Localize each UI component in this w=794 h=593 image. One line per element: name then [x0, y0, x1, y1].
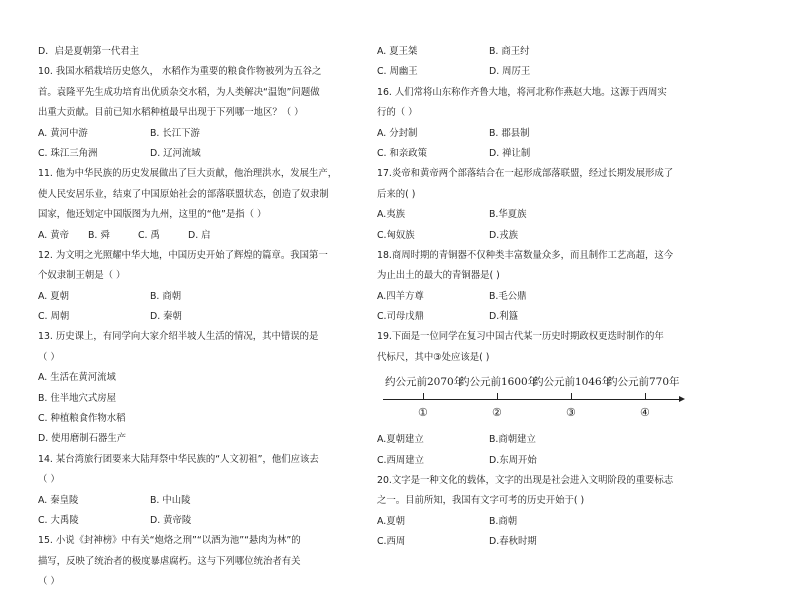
- option-row: [377, 307, 699, 327]
- timeline-date-label: 约公元前770年: [607, 376, 680, 389]
- text-line: C. 种植粮食作物水稻: [38, 413, 126, 425]
- answer-option: A. 黄河中游: [38, 127, 88, 139]
- option-row: [38, 287, 392, 307]
- answer-option: D.利簋: [489, 311, 518, 323]
- text-line: 11. 他为中华民族的历史发展做出了巨大贡献，他治理洪水，发展生产，: [38, 168, 338, 180]
- option-row: [377, 144, 699, 164]
- option-row: [377, 532, 699, 552]
- answer-option: A.四羊方尊: [377, 290, 424, 302]
- answer-option: C.司母戊鼎: [377, 311, 425, 323]
- answer-option: D. 秦朝: [150, 311, 182, 323]
- answer-option: A. 夏朝: [38, 290, 69, 302]
- option-row: [38, 491, 392, 511]
- answer-option: A.夏朝: [377, 515, 405, 527]
- option-row: [38, 226, 392, 246]
- answer-option: D. 黄帝陵: [150, 514, 192, 526]
- text-line: D．启是夏朝第一代君主: [38, 46, 139, 57]
- option-row: [377, 124, 699, 144]
- text-line: 代标尺，其中③处应该是( ): [377, 351, 490, 363]
- answer-option: C. 珠江三角洲: [38, 147, 98, 159]
- text-line: B. 住半地穴式房屋: [38, 392, 117, 404]
- text-line: 描写，反映了统治者的极度暴虐腐朽。这与下列哪位统治者有关: [38, 555, 301, 567]
- answer-option: B. 舜: [88, 229, 110, 241]
- timeline-marker-number: ③: [566, 406, 576, 420]
- answer-option: C. 周幽王: [377, 66, 418, 78]
- option-row: [38, 124, 392, 144]
- answer-option: B. 郡县制: [489, 127, 530, 139]
- text-line: 行的（ ）: [377, 107, 418, 119]
- answer-option: D.春秋时期: [489, 536, 537, 548]
- text-line: D. 使用磨制石器生产: [38, 433, 127, 445]
- text-line: （ ）: [38, 576, 60, 588]
- answer-option: D. 周厉王: [489, 66, 531, 78]
- option-row: [377, 287, 699, 307]
- text-line: 使人民安居乐业，结束了中国原始社会的部落联盟状态，创造了奴隶制: [38, 188, 329, 200]
- answer-option: B. 中山陵: [150, 494, 191, 506]
- answer-option: B.商朝建立: [489, 434, 536, 446]
- timeline-date-label: 约公元前1046年: [533, 376, 613, 389]
- text-line: 16. 人们常将山东称作齐鲁大地，将河北称作燕赵大地。这源于西周实: [377, 86, 667, 98]
- option-row: [377, 205, 699, 225]
- text-line: 18.商周时期的青铜器不仅种类丰富数量众多，而且制作工艺高超，这今: [377, 249, 674, 261]
- answer-option: B. 商朝: [150, 290, 182, 302]
- answer-option: D.东周开始: [489, 454, 537, 466]
- text-line: 后来的( ): [377, 188, 416, 200]
- text-line: 国家，他还划定中国版图为九州，这里的“他”是指（ ）: [38, 209, 267, 221]
- answer-option: A. 分封制: [377, 127, 418, 139]
- text-line: 13. 历史课上，有同学向大家介绍半坡人生活的情况，其中错误的是: [38, 331, 319, 343]
- text-line: 10. 我国水稻栽培历史悠久， 水稻作为重要的粮食作物被列为五谷之: [38, 66, 322, 78]
- answer-option: B.华夏族: [489, 209, 527, 221]
- text-line: 个奴隶制王朝是（ ）: [38, 270, 126, 282]
- answer-option: A. 黄帝: [38, 229, 69, 241]
- answer-option: D. 辽河流域: [150, 147, 201, 159]
- answer-option: B.毛公鼎: [489, 290, 527, 302]
- answer-option: A. 夏王桀: [377, 46, 418, 57]
- option-row: [38, 511, 392, 531]
- option-row: [38, 307, 392, 327]
- timeline-date-label: 约公元前1600年: [459, 376, 539, 389]
- answer-option: B.商朝: [489, 515, 518, 527]
- timeline-marker-number: ①: [418, 406, 428, 420]
- option-row: [38, 144, 392, 164]
- timeline-axis: [383, 399, 681, 400]
- text-line: 15. 小说《封神榜》中有关“炮烙之刑”“以酒为池”“悬肉为林”的: [38, 535, 301, 547]
- text-line: （ ）: [38, 351, 60, 363]
- text-line: 12. 为文明之光照耀中华大地，中国历史开始了辉煌的篇章。我国第一: [38, 249, 328, 261]
- text-line: 14. 某台湾旅行团要来大陆拜祭中华民族的“人文初祖”，他们应该去: [38, 453, 319, 465]
- answer-option: A.夏朝建立: [377, 434, 424, 446]
- answer-option: C. 和亲政策: [377, 147, 428, 159]
- timeline-tick: [423, 393, 424, 399]
- answer-option: A.夷族: [377, 209, 405, 221]
- text-line: 之一。目前所知，我国有文字可考的历史开始于( ): [377, 495, 585, 507]
- answer-option: C.匈奴族: [377, 229, 415, 241]
- option-row: [377, 62, 699, 82]
- text-line: 20.文字是一种文化的载体，文字的出现是社会进入文明阶段的重要标志: [377, 475, 674, 487]
- option-row: [377, 226, 699, 246]
- left-column: [38, 42, 392, 593]
- text-line: 19.下面是一位同学在复习中国古代某一历史时期政权更迭时制作的年: [377, 331, 664, 343]
- answer-option: C.西周建立: [377, 454, 425, 466]
- timeline-tick: [497, 393, 498, 399]
- right-questions-top: [377, 42, 699, 368]
- answer-option: C. 周朝: [38, 311, 70, 323]
- answer-option: C. 大禹陵: [38, 514, 79, 526]
- timeline-tick: [645, 393, 646, 399]
- timeline-arrow-icon: [679, 396, 685, 402]
- option-row: [377, 430, 699, 450]
- option-row: [377, 451, 699, 471]
- text-line: A. 生活在黄河流域: [38, 372, 116, 384]
- text-line: （ ）: [38, 474, 60, 486]
- right-column: [377, 42, 699, 553]
- text-line: 首。袁隆平先生成功培育出优质杂交水稻，为人类解决“温饱”问题做: [38, 86, 320, 98]
- text-line: 17.炎帝和黄帝两个部落结合在一起形成部落联盟，经过长期发展形成了: [377, 168, 674, 180]
- answer-option: D. 启: [188, 229, 211, 241]
- answer-option: B. 商王纣: [489, 46, 530, 57]
- text-line: 出重大贡献。目前已知水稻种植最早出现于下列哪一地区？（ ）: [38, 107, 304, 119]
- answer-option: C. 禹: [138, 229, 160, 241]
- right-questions-bottom: [377, 430, 699, 552]
- option-row: [377, 42, 699, 62]
- answer-option: D. 禅让制: [489, 147, 531, 159]
- option-row: [377, 512, 699, 532]
- answer-option: D.戎族: [489, 229, 518, 241]
- timeline-marker-number: ④: [640, 406, 650, 420]
- timeline-marker-number: ②: [492, 406, 502, 420]
- timeline-date-label: 约公元前2070年: [385, 376, 465, 389]
- answer-option: B. 长江下游: [150, 127, 200, 139]
- answer-option: A. 秦皇陵: [38, 494, 79, 506]
- timeline-tick: [571, 393, 572, 399]
- timeline-ruler: [381, 372, 691, 428]
- text-line: 为止出土的最大的青铜器是( ): [377, 270, 500, 282]
- answer-option: C.西周: [377, 536, 406, 548]
